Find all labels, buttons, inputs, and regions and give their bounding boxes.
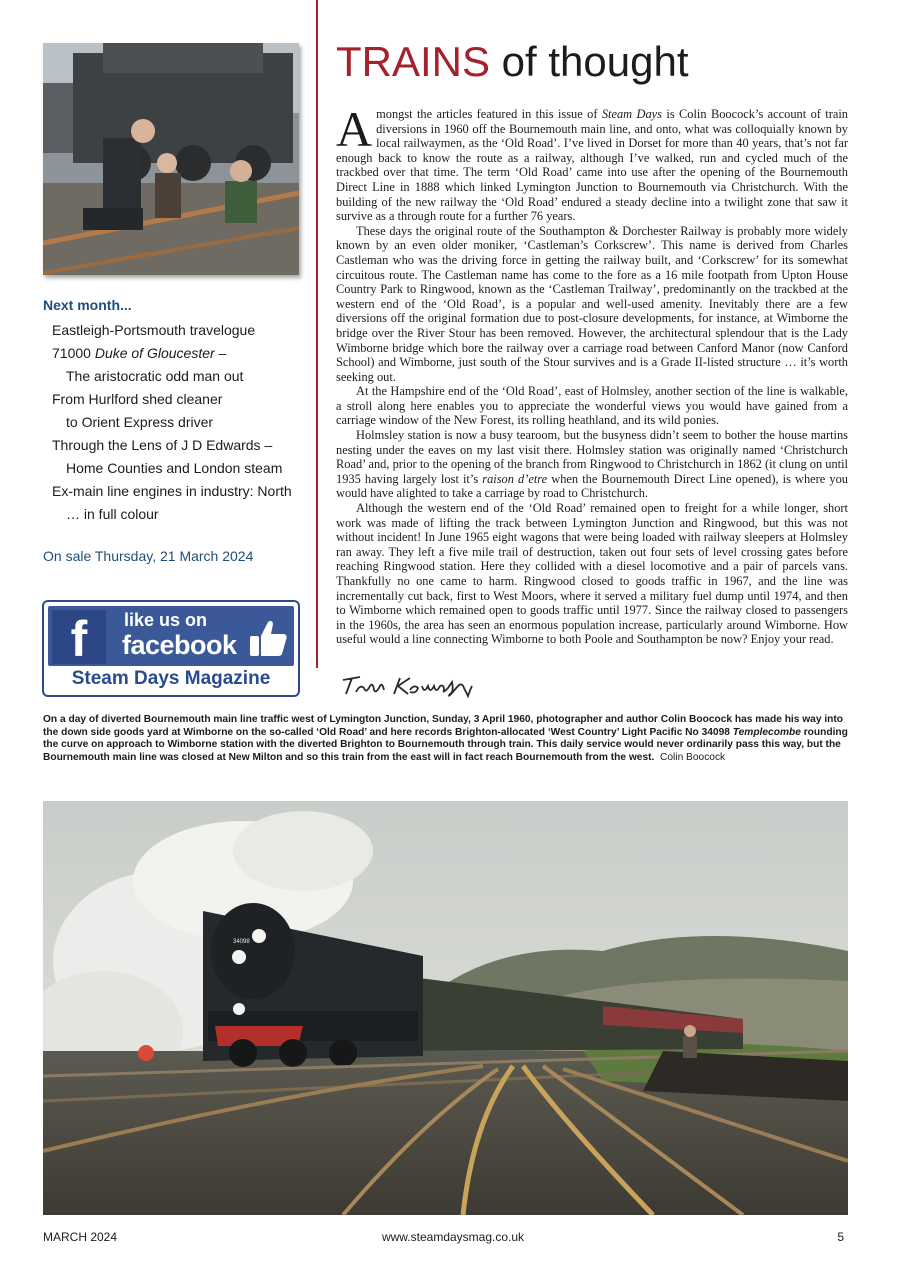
caption-text: rounding the curve on approach to Wimborne station with the diverted Brighton to Bournemouth through train. This daily service would never ordinarily pass this way, but the Bournemouth main line was closed at New Milton and so this train from the east will in fact reach Bournemouth from the west. xyxy=(43,726,848,763)
next-month-item xyxy=(43,342,305,365)
facebook-banner-top xyxy=(48,606,294,666)
article-text: mongst the articles featured in this issue of xyxy=(376,107,602,121)
article-paragraph-4 xyxy=(336,428,848,501)
on-sale-date: On sale Thursday, 21 March 2024 xyxy=(43,548,254,564)
photo-caption xyxy=(43,714,848,764)
next-month-item: … in full colour xyxy=(66,506,159,522)
item-suffix: – xyxy=(214,345,227,361)
next-month-item: Through the Lens of J D Edwards – xyxy=(52,437,273,453)
article-italic: raison d’etre xyxy=(482,471,548,486)
article-paragraph-2: These days the original route of the Southampton & Dorchester Railway is probably more widely known by an even older moniker, ‘Castleman’s Corkscrew’. This name is derived from Charles Castleman who was the driving force in getting the railway built, and ‘Corkscrew’ for its somewhat circuitous route. The Castleman name has come to the fore as a 16 mile footpath from Upton House Country Park to Ringwood, known as the ‘Castleman Trailway’, predominantly on the trackbed at the western end of the ‘Old Road’, is a popular and well-used amenity. Inevitably there are a few diversions off the original formation due to post-closure developments, for instance, at Wimborne the bridge over the River Stour has been removed. However, the architectural splendour that is the Lady Wimborne bridge which bore the railway over a carriage road between Canford Manor (now Canford School) and Wimborne, just south of the Stour survives and is a Grade II-listed structure … it’s worth seeking out. xyxy=(336,223,848,384)
caption-text: On a day of diverted Bournemouth main line traffic west of Lymington Junction, Sunday, 3 April 1960, photographer and author Colin Boocock has made his way into the down side goods yard at Wimborne on the so-called ‘Old Road’ and here records Brighton-allocated ‘West Country’ Light Pacific No 34098 xyxy=(43,714,844,738)
caption-italic: Templecombe xyxy=(732,726,801,738)
next-month-list xyxy=(43,319,305,526)
article-paragraph-1 xyxy=(336,101,848,224)
facebook-banner[interactable] xyxy=(42,600,300,697)
item-prefix: 71000 xyxy=(52,345,95,361)
next-month-item: Eastleigh-Portsmouth travelogue xyxy=(52,322,256,338)
footer-issue-date: MARCH 2024 xyxy=(43,1230,118,1244)
photo-credit: Colin Boocock xyxy=(660,751,726,763)
article-text: when the Bournemouth Direct Line opened), is where you would have alighted to take a carriage by road to Christchurch. xyxy=(336,471,848,501)
article-paragraph-3: At the Hampshire end of the ‘Old Road’, east of Holmsley, another section of the line is walkable, a stroll along here enables you to appreciate the wonderful views you would have gained from a carriage window of the New Forest, its rolling heathland, and its wild ponies. xyxy=(336,384,848,428)
next-month-panel xyxy=(43,297,305,526)
article-text: Holmsley station is now a busy tearoom, but the busyness didn’t seem to bother the house martins nesting under the eaves on my last visit there. Holmsley station was originally named ‘Christchurch Road’ and, prior to the opening of the branch from Ringwood to Christchurch in 1862 (it clung on until 1935 having largely lost it’s xyxy=(336,428,848,486)
facebook-f-icon: f xyxy=(52,610,106,664)
next-month-item: The aristocratic odd man out xyxy=(66,368,244,384)
next-month-item: Home Counties and London steam xyxy=(66,460,283,476)
footer-website-link[interactable]: www.steamdaysmag.co.uk xyxy=(381,1230,525,1244)
article-paragraph-5: Although the western end of the ‘Old Road’ remained open to freight for a while longer, short work was made of lifting the track between Lymington Junction and Ringwood, but this was not without incident! In June 1965 eight wagons that were being loaded with railway sleepers at Holmsley ran away. They left a five mile trail of destruction, taken out four sets of level crossing gates before reaching Ringwood station. Here they collided with a diesel locomotive and a pair of parcels vans. Thankfully no one came to harm. Ringwood closed to goods traffic in 1967, and the line was incrementally cut back, first to West Moors, where it served a military fuel dump until 1974, and then to Wimborne which remained open to goods traffic until 1977. Since the railway closed to passengers in the 1960s, the area has seen an enormous population increase, particularly around Wimborne. How useful would a line connecting Wimborne to both Poole and Southampton be now? Enjoy your read. xyxy=(336,501,848,647)
facebook-wordmark: facebook xyxy=(122,630,237,660)
next-month-item: to Orient Express driver xyxy=(66,414,214,430)
page-number: 5 xyxy=(837,1230,844,1244)
sidebar-photo-railway-yard xyxy=(43,43,299,275)
column-divider xyxy=(316,0,318,668)
locomotive-number-plate: 34098 xyxy=(233,939,250,945)
next-month-item: Ex-main line engines in industry: North xyxy=(52,483,292,499)
facebook-magazine-name: Steam Days Magazine xyxy=(71,668,271,689)
editorial-article xyxy=(336,101,848,647)
article-italic: Steam Days xyxy=(601,107,662,121)
next-month-item: From Hurlford shed cleaner xyxy=(52,391,223,407)
item-italic: Duke of Gloucester xyxy=(94,345,215,361)
thumbs-up-icon xyxy=(246,616,290,660)
main-photo-steam-locomotive xyxy=(43,801,848,1215)
editor-signature xyxy=(340,672,480,700)
article-text: is Colin Boocock’s account of train diversions in 1960 off the Bournemouth main line, and onto, what was colloquially known by local railwaymen, as the ‘Old Road’. I’ve lived in Dorset for more than 40 years, that’s not far enough back to know the route as a railway, although I’ve walked, run and cycled much of the trackbed over that time. The term ‘Old Road’ came into use after the opening of the Bournemouth Direct Line in 1888 which linked Lymington Junction to Bournemouth via Christchurch. With the building of the new railway the ‘Old Road’ endured a steady decline into a twilight zone that saw it survive as a through route for a further 76 years. xyxy=(336,107,848,224)
title-red-word: TRAINS xyxy=(336,38,491,85)
next-month-heading: Next month... xyxy=(43,297,132,313)
title-rest: of thought xyxy=(490,38,689,85)
facebook-like-us-text: like us on xyxy=(124,610,208,630)
drop-cap: A xyxy=(336,101,373,157)
page-title xyxy=(336,38,689,86)
